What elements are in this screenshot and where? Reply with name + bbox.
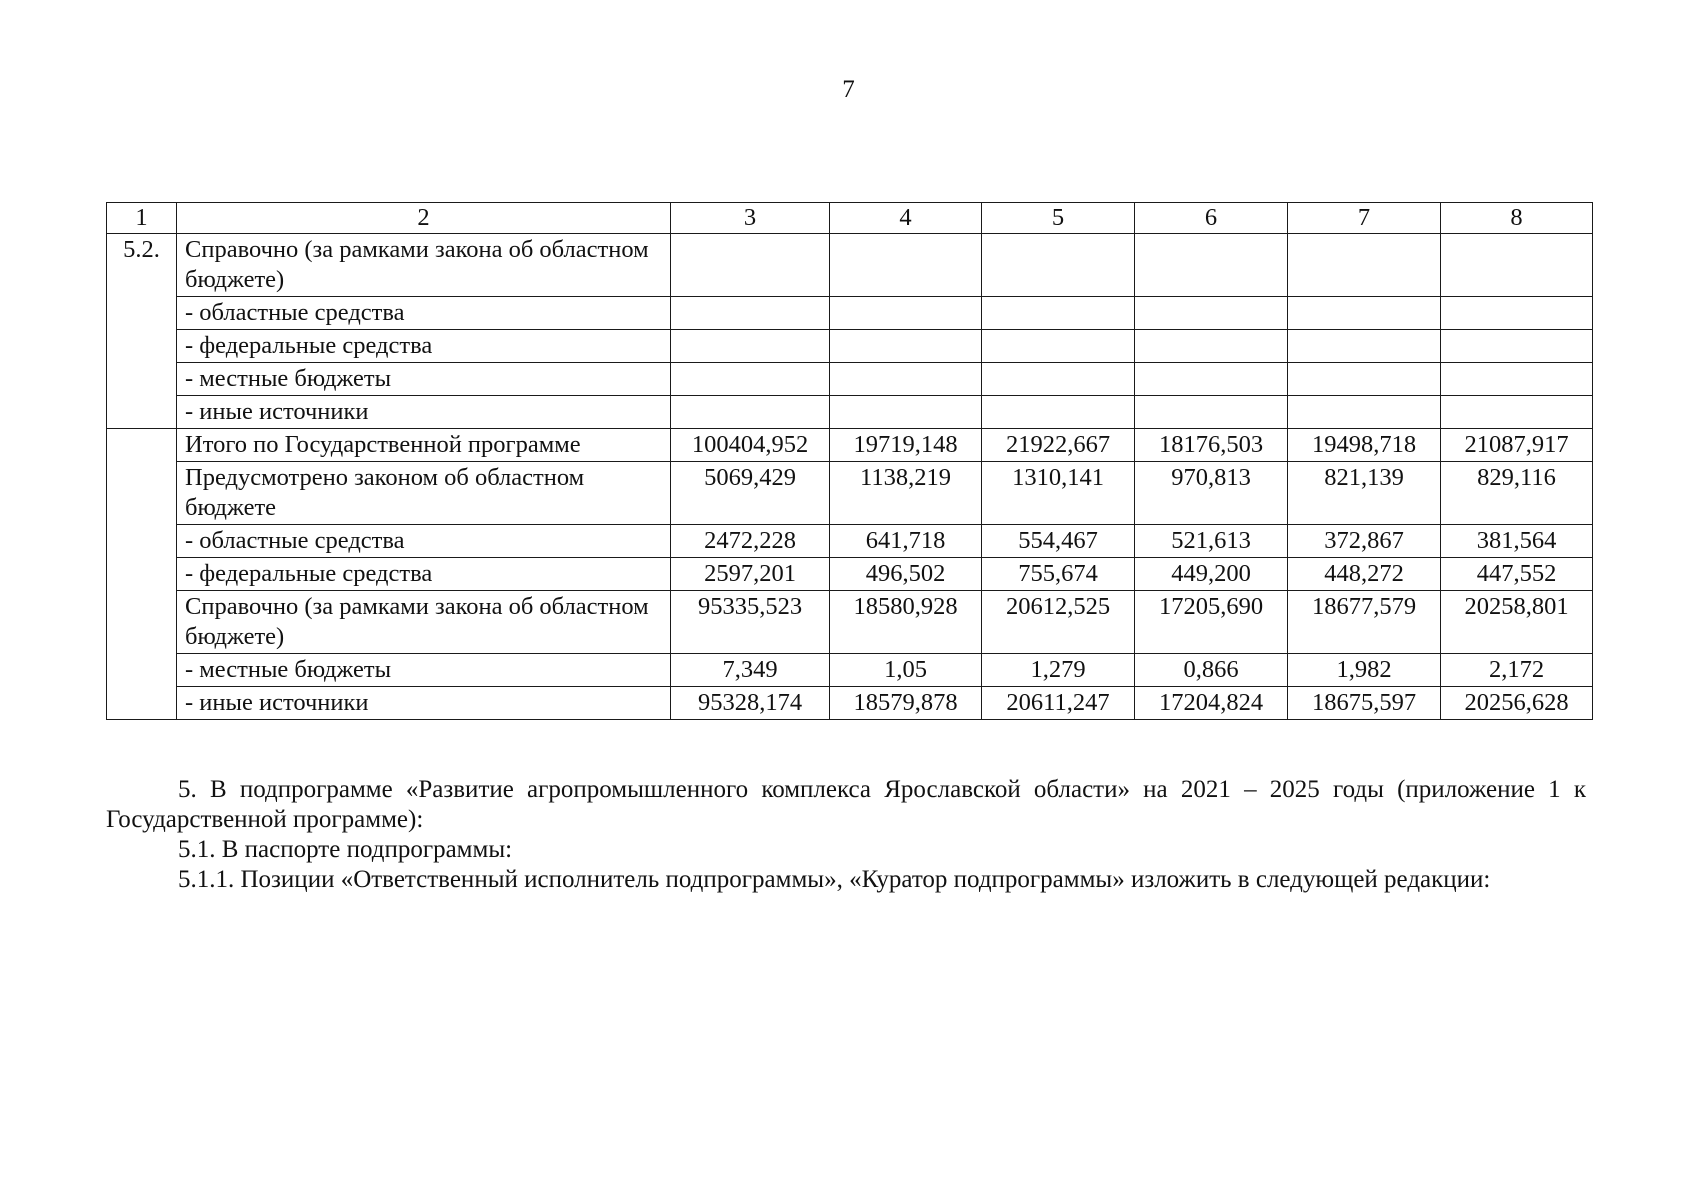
row-label-cell: Справочно (за рамками закона об областном бюджете) bbox=[177, 234, 671, 297]
value-cell: 2,172 bbox=[1441, 654, 1593, 687]
row-label-cell: - областные средства bbox=[177, 525, 671, 558]
row-label-cell: - местные бюджеты bbox=[177, 654, 671, 687]
value-cell bbox=[1288, 363, 1441, 396]
value-cell: 7,349 bbox=[671, 654, 830, 687]
header-cell: 7 bbox=[1288, 203, 1441, 234]
value-cell: 821,139 bbox=[1288, 462, 1441, 525]
table-row bbox=[107, 363, 1593, 396]
value-cell bbox=[1441, 330, 1593, 363]
paragraph: 5.1. В паспорте подпрограммы: bbox=[178, 836, 513, 863]
table-row bbox=[107, 234, 1593, 297]
table-row bbox=[107, 429, 1593, 462]
value-cell bbox=[982, 297, 1135, 330]
value-cell bbox=[1135, 297, 1288, 330]
body-text bbox=[106, 775, 1586, 895]
value-cell: 970,813 bbox=[1135, 462, 1288, 525]
row-label-cell: - местные бюджеты bbox=[177, 363, 671, 396]
value-cell: 20611,247 bbox=[982, 687, 1135, 720]
value-cell: 1,05 bbox=[830, 654, 982, 687]
value-cell: 554,467 bbox=[982, 525, 1135, 558]
row-label-cell: - федеральные средства bbox=[177, 558, 671, 591]
value-cell: 1138,219 bbox=[830, 462, 982, 525]
value-cell bbox=[671, 234, 830, 297]
header-cell: 6 bbox=[1135, 203, 1288, 234]
header-cell: 5 bbox=[982, 203, 1135, 234]
table-row bbox=[107, 687, 1593, 720]
paragraph: 5. В подпрограмме «Развитие агропромышленного комплекса Ярославской области» на 2021 – 2025 годы (приложение 1 к Государственной программе): bbox=[106, 776, 1586, 833]
value-cell: 381,564 bbox=[1441, 525, 1593, 558]
table-header-row bbox=[107, 203, 1593, 234]
header-cell: 2 bbox=[177, 203, 671, 234]
value-cell bbox=[671, 363, 830, 396]
value-cell bbox=[1135, 396, 1288, 429]
value-cell: 100404,952 bbox=[671, 429, 830, 462]
value-cell: 372,867 bbox=[1288, 525, 1441, 558]
value-cell bbox=[1288, 234, 1441, 297]
value-cell bbox=[830, 234, 982, 297]
paragraph: 5.1.1. Позиции «Ответственный исполнитель подпрограммы», «Куратор подпрограммы» изложить в следующей редакции: bbox=[178, 866, 1491, 893]
value-cell bbox=[1441, 363, 1593, 396]
header-cell: 1 bbox=[107, 203, 177, 234]
value-cell bbox=[1288, 297, 1441, 330]
table-row bbox=[107, 591, 1593, 654]
row-label-cell: - иные источники bbox=[177, 396, 671, 429]
row-index-cell bbox=[107, 429, 177, 720]
value-cell: 18580,928 bbox=[830, 591, 982, 654]
table-row bbox=[107, 558, 1593, 591]
value-cell: 1310,141 bbox=[982, 462, 1135, 525]
table-row bbox=[107, 396, 1593, 429]
value-cell: 19719,148 bbox=[830, 429, 982, 462]
budget-table bbox=[106, 202, 1593, 720]
table-row bbox=[107, 525, 1593, 558]
value-cell: 18579,878 bbox=[830, 687, 982, 720]
table-row bbox=[107, 462, 1593, 525]
value-cell: 641,718 bbox=[830, 525, 982, 558]
value-cell: 449,200 bbox=[1135, 558, 1288, 591]
table-row bbox=[107, 654, 1593, 687]
value-cell: 1,982 bbox=[1288, 654, 1441, 687]
row-label-cell: Итого по Государственной программе bbox=[177, 429, 671, 462]
row-index-cell: 5.2. bbox=[107, 234, 177, 429]
value-cell: 19498,718 bbox=[1288, 429, 1441, 462]
value-cell: 447,552 bbox=[1441, 558, 1593, 591]
value-cell: 448,272 bbox=[1288, 558, 1441, 591]
value-cell bbox=[982, 396, 1135, 429]
value-cell: 755,674 bbox=[982, 558, 1135, 591]
table-row bbox=[107, 330, 1593, 363]
value-cell bbox=[982, 234, 1135, 297]
row-label-cell: - областные средства bbox=[177, 297, 671, 330]
value-cell: 18677,579 bbox=[1288, 591, 1441, 654]
value-cell bbox=[671, 330, 830, 363]
value-cell bbox=[1441, 297, 1593, 330]
value-cell: 5069,429 bbox=[671, 462, 830, 525]
value-cell: 20258,801 bbox=[1441, 591, 1593, 654]
value-cell: 20256,628 bbox=[1441, 687, 1593, 720]
header-cell: 3 bbox=[671, 203, 830, 234]
header-cell: 8 bbox=[1441, 203, 1593, 234]
row-label-cell: - иные источники bbox=[177, 687, 671, 720]
page-number: 7 bbox=[842, 76, 855, 103]
value-cell bbox=[1135, 330, 1288, 363]
row-label-cell: Предусмотрено законом об областном бюджете bbox=[177, 462, 671, 525]
value-cell bbox=[830, 297, 982, 330]
value-cell bbox=[671, 297, 830, 330]
value-cell: 2472,228 bbox=[671, 525, 830, 558]
value-cell: 521,613 bbox=[1135, 525, 1288, 558]
value-cell: 21922,667 bbox=[982, 429, 1135, 462]
value-cell: 496,502 bbox=[830, 558, 982, 591]
value-cell bbox=[982, 363, 1135, 396]
value-cell: 21087,917 bbox=[1441, 429, 1593, 462]
value-cell: 95328,174 bbox=[671, 687, 830, 720]
value-cell: 2597,201 bbox=[671, 558, 830, 591]
value-cell bbox=[830, 396, 982, 429]
value-cell: 17204,824 bbox=[1135, 687, 1288, 720]
value-cell: 18176,503 bbox=[1135, 429, 1288, 462]
value-cell: 95335,523 bbox=[671, 591, 830, 654]
value-cell bbox=[671, 396, 830, 429]
value-cell: 0,866 bbox=[1135, 654, 1288, 687]
value-cell bbox=[1288, 330, 1441, 363]
header-cell: 4 bbox=[830, 203, 982, 234]
value-cell: 1,279 bbox=[982, 654, 1135, 687]
row-label-cell: Справочно (за рамками закона об областном бюджете) bbox=[177, 591, 671, 654]
value-cell: 17205,690 bbox=[1135, 591, 1288, 654]
table-body bbox=[107, 203, 1593, 720]
value-cell bbox=[1441, 234, 1593, 297]
value-cell bbox=[982, 330, 1135, 363]
value-cell bbox=[1135, 363, 1288, 396]
value-cell: 20612,525 bbox=[982, 591, 1135, 654]
value-cell: 829,116 bbox=[1441, 462, 1593, 525]
table-row bbox=[107, 297, 1593, 330]
value-cell bbox=[830, 330, 982, 363]
value-cell bbox=[1441, 396, 1593, 429]
value-cell bbox=[1135, 234, 1288, 297]
value-cell: 18675,597 bbox=[1288, 687, 1441, 720]
value-cell bbox=[1288, 396, 1441, 429]
budget-table-container bbox=[106, 202, 1593, 720]
value-cell bbox=[830, 363, 982, 396]
row-label-cell: - федеральные средства bbox=[177, 330, 671, 363]
